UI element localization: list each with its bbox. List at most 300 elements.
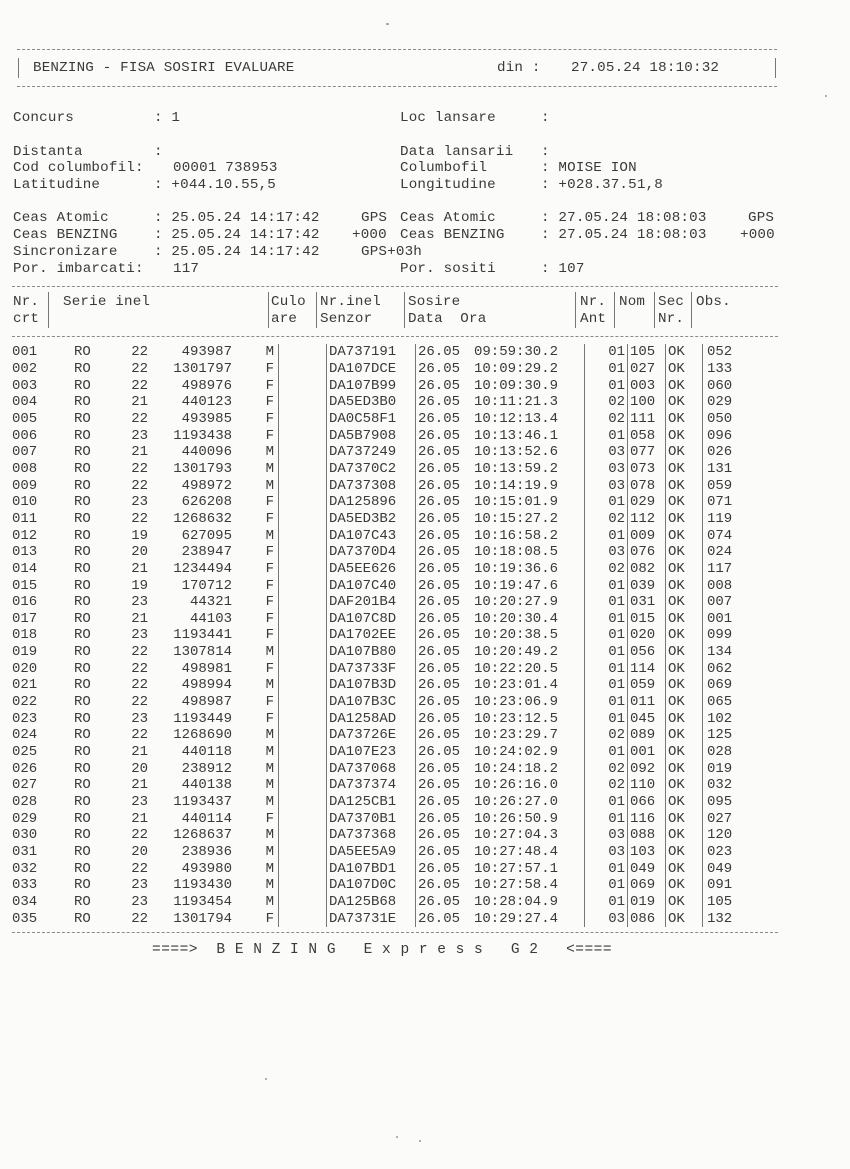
ring-number-cell: 1301793	[173, 460, 232, 477]
country-code-cell: RO	[74, 544, 91, 561]
arrival-time-cell: 10:26:16.0	[474, 777, 559, 794]
left-atomic-label: Ceas Atomic	[13, 210, 109, 226]
left-benzing-value: : 25.05.24 14:17:42	[154, 227, 320, 243]
observation-cell: 074	[703, 527, 768, 544]
sync-label: Sincronizare	[13, 244, 118, 260]
sensor-ring-cell: DA107E23	[327, 744, 416, 761]
observation-cell: 071	[703, 494, 768, 511]
sec-status-cell: OK	[666, 594, 703, 611]
row-number-cell: 009	[12, 477, 38, 494]
arrival-date-cell: 26.05	[416, 577, 475, 594]
arrival-time-cell: 10:27:58.4	[474, 877, 559, 894]
sex-cell: F	[265, 544, 274, 561]
arrival-date-cell: 26.05	[416, 611, 475, 628]
arrival-date-cell: 26.05	[416, 710, 475, 727]
color-cell	[279, 377, 327, 394]
arrival-time-cell: 10:20:27.9	[474, 594, 559, 611]
color-cell	[279, 394, 327, 411]
sec-status-cell: OK	[666, 677, 703, 694]
sensor-ring-cell: DA125896	[327, 494, 416, 511]
ring-number-cell: 238912	[181, 760, 232, 777]
nom-cell: 058	[628, 427, 666, 444]
loc-lansare-value: :	[541, 110, 550, 126]
header-divider-5	[575, 292, 576, 328]
country-code-cell: RO	[74, 660, 91, 677]
arrival-date-cell: 26.05	[416, 627, 475, 644]
country-code-cell: RO	[74, 410, 91, 427]
table-row	[12, 677, 767, 694]
ring-year-cell: 21	[131, 810, 148, 827]
ring-year-cell: 22	[131, 660, 148, 677]
country-code-cell: RO	[74, 344, 91, 361]
antenna-cell: 01	[585, 794, 628, 811]
sex-cell: F	[265, 410, 274, 427]
table-row	[12, 594, 767, 611]
sensor-ring-cell: DA107C8D	[327, 611, 416, 628]
col-culoare-header-1: Culo	[271, 294, 306, 310]
ring-year-cell: 22	[131, 827, 148, 844]
antenna-cell: 01	[585, 594, 628, 611]
observation-cell: 001	[703, 611, 768, 628]
country-code-cell: RO	[74, 727, 91, 744]
ring-number-cell: 1193437	[173, 794, 232, 811]
ring-year-cell: 23	[131, 627, 148, 644]
color-cell	[279, 594, 327, 611]
row-number-cell: 020	[12, 660, 38, 677]
footer-banner: ====> B E N Z I N G E x p r e s s G 2 <====	[152, 942, 613, 958]
ring-year-cell: 23	[131, 494, 148, 511]
ring-year-cell: 21	[131, 394, 148, 411]
table-row	[12, 427, 767, 444]
sec-status-cell: OK	[666, 660, 703, 677]
arrival-time-cell: 10:23:06.9	[474, 694, 559, 711]
arrival-date-cell: 26.05	[416, 511, 475, 528]
table-row	[12, 660, 767, 677]
ring-number-cell: 498994	[181, 677, 232, 694]
arrival-date-cell: 26.05	[416, 411, 475, 428]
latitudine-label: Latitudine	[13, 177, 101, 193]
observation-cell: 062	[703, 660, 768, 677]
right-atomic-suffix: GPS	[748, 210, 775, 226]
row-number-cell: 023	[12, 710, 38, 727]
country-code-cell: RO	[74, 644, 91, 661]
sex-cell: F	[265, 660, 274, 677]
arrival-time-cell: 10:20:49.2	[474, 644, 559, 661]
ring-year-cell: 22	[131, 860, 148, 877]
table-row	[12, 511, 767, 528]
sensor-ring-cell: DA5B7908	[327, 427, 416, 444]
color-cell	[279, 710, 327, 727]
color-cell	[279, 444, 327, 461]
sex-cell: F	[265, 910, 274, 927]
arrival-date-cell: 26.05	[416, 810, 475, 827]
sync-suffix: GPS+03h	[361, 244, 422, 260]
table-row	[12, 810, 767, 827]
arrival-date-cell: 26.05	[416, 377, 475, 394]
table-row	[12, 577, 767, 594]
country-code-cell: RO	[74, 877, 91, 894]
scan-speck	[386, 23, 389, 25]
sex-cell: M	[265, 760, 274, 777]
nom-cell: 092	[628, 760, 666, 777]
right-benzing-value: : 27.05.24 18:08:03	[541, 227, 707, 243]
sec-status-cell: OK	[666, 511, 703, 528]
col-sosire-header-2: Data Ora	[408, 311, 487, 327]
ring-number-cell: 627095	[181, 527, 232, 544]
sex-cell: M	[265, 727, 274, 744]
row-number-cell: 026	[12, 760, 38, 777]
nom-cell: 031	[628, 594, 666, 611]
left-atomic-suffix: GPS	[361, 210, 388, 226]
sec-status-cell: OK	[666, 577, 703, 594]
table-header-rule	[12, 336, 778, 337]
arrival-date-cell: 26.05	[416, 827, 475, 844]
distanta-value: :	[154, 144, 163, 160]
ring-year-cell: 21	[131, 444, 148, 461]
antenna-cell: 01	[585, 860, 628, 877]
ring-year-cell: 22	[131, 694, 148, 711]
ring-year-cell: 20	[131, 760, 148, 777]
sensor-ring-cell: DA737249	[327, 444, 416, 461]
observation-cell: 024	[703, 544, 768, 561]
sensor-ring-cell: DA737308	[327, 477, 416, 494]
antenna-cell: 01	[585, 361, 628, 378]
sec-status-cell: OK	[666, 744, 703, 761]
sensor-ring-cell: DAF201B4	[327, 594, 416, 611]
col-nr-header-1: Nr.	[13, 294, 40, 310]
arrival-time-cell: 09:59:30.2	[474, 344, 559, 361]
country-code-cell: RO	[74, 710, 91, 727]
sensor-ring-cell: DA107BD1	[327, 860, 416, 877]
right-atomic-value: : 27.05.24 18:08:03	[541, 210, 707, 226]
country-code-cell: RO	[74, 360, 91, 377]
antenna-cell: 03	[585, 477, 628, 494]
sec-status-cell: OK	[666, 910, 703, 927]
data-lansarii-label: Data lansarii	[400, 144, 514, 160]
arrival-date-cell: 26.05	[416, 910, 475, 927]
arrival-time-cell: 10:27:48.4	[474, 844, 559, 861]
sex-cell: F	[265, 627, 274, 644]
arrival-date-cell: 26.05	[416, 394, 475, 411]
header-divider-2	[268, 292, 269, 328]
sex-cell: F	[265, 594, 274, 611]
table-top-rule	[12, 286, 778, 287]
observation-cell: 050	[703, 411, 768, 428]
concurs-label: Concurs	[13, 110, 74, 126]
antenna-cell: 01	[585, 810, 628, 827]
arrival-time-cell: 10:15:27.2	[474, 510, 559, 527]
observation-cell: 029	[703, 394, 768, 411]
sex-cell: M	[265, 644, 274, 661]
observation-cell: 131	[703, 461, 768, 478]
table-row	[12, 860, 767, 877]
country-code-cell: RO	[74, 610, 91, 627]
observation-cell: 049	[703, 860, 768, 877]
row-number-cell: 031	[12, 844, 38, 861]
sensor-ring-cell: DA5ED3B0	[327, 394, 416, 411]
sec-status-cell: OK	[666, 477, 703, 494]
sec-status-cell: OK	[666, 727, 703, 744]
ring-year-cell: 22	[131, 344, 148, 361]
col-ant-header-1: Nr.	[580, 294, 607, 310]
arrival-time-cell: 10:09:30.9	[474, 377, 559, 394]
row-number-cell: 017	[12, 610, 38, 627]
nom-cell: 076	[628, 544, 666, 561]
sensor-ring-cell: DA737191	[327, 344, 416, 361]
arrival-time-cell: 10:22:20.5	[474, 660, 559, 677]
table-row	[12, 394, 767, 411]
arrival-time-cell: 10:13:46.1	[474, 427, 559, 444]
color-cell	[279, 694, 327, 711]
left-atomic-value: : 25.05.24 14:17:42	[154, 210, 320, 226]
ring-year-cell: 22	[131, 460, 148, 477]
ring-year-cell: 22	[131, 360, 148, 377]
table-row	[12, 760, 767, 777]
nom-cell: 114	[628, 660, 666, 677]
antenna-cell: 01	[585, 677, 628, 694]
table-row	[12, 611, 767, 628]
observation-cell: 069	[703, 677, 768, 694]
color-cell	[279, 577, 327, 594]
arrival-date-cell: 26.05	[416, 877, 475, 894]
country-code-cell: RO	[74, 777, 91, 794]
color-cell	[279, 744, 327, 761]
arrival-date-cell: 26.05	[416, 594, 475, 611]
ring-number-cell: 493980	[181, 860, 232, 877]
observation-cell: 028	[703, 744, 768, 761]
ring-number-cell: 238947	[181, 544, 232, 561]
antenna-cell: 01	[585, 894, 628, 911]
arrival-date-cell: 26.05	[416, 344, 475, 361]
ring-year-cell: 21	[131, 777, 148, 794]
row-number-cell: 004	[12, 394, 38, 411]
sec-status-cell: OK	[666, 627, 703, 644]
arrival-time-cell: 10:28:04.9	[474, 893, 559, 910]
observation-cell: 007	[703, 594, 768, 611]
latitudine-value: : +044.10.55,5	[154, 177, 276, 193]
observation-cell: 095	[703, 794, 768, 811]
color-cell	[279, 760, 327, 777]
sensor-ring-cell: DA73733F	[327, 660, 416, 677]
header-divider-1	[48, 292, 49, 328]
nom-cell: 020	[628, 627, 666, 644]
sec-status-cell: OK	[666, 344, 703, 361]
nom-cell: 105	[628, 344, 666, 361]
arrival-date-cell: 26.05	[416, 361, 475, 378]
nom-cell: 088	[628, 827, 666, 844]
header-divider-4	[404, 292, 405, 328]
row-number-cell: 007	[12, 444, 38, 461]
longitudine-label: Longitudine	[400, 177, 496, 193]
nom-cell: 116	[628, 810, 666, 827]
row-number-cell: 008	[12, 460, 38, 477]
arrival-time-cell: 10:20:38.5	[474, 627, 559, 644]
country-code-cell: RO	[74, 477, 91, 494]
sensor-ring-cell: DA5EE626	[327, 561, 416, 578]
columbofil-label: Columbofil	[400, 160, 488, 176]
ring-year-cell: 22	[131, 727, 148, 744]
sex-cell: M	[265, 444, 274, 461]
ring-number-cell: 498972	[181, 477, 232, 494]
sensor-ring-cell: DA107B99	[327, 377, 416, 394]
nom-cell: 059	[628, 677, 666, 694]
arrival-time-cell: 10:13:52.6	[474, 444, 559, 461]
antenna-cell: 01	[585, 694, 628, 711]
sensor-ring-cell: DA7370B1	[327, 810, 416, 827]
row-number-cell: 029	[12, 810, 38, 827]
antenna-cell: 03	[585, 444, 628, 461]
sensor-ring-cell: DA737068	[327, 760, 416, 777]
row-number-cell: 012	[12, 527, 38, 544]
sex-cell: M	[265, 344, 274, 361]
country-code-cell: RO	[74, 377, 91, 394]
ring-number-cell: 1193438	[173, 427, 232, 444]
country-code-cell: RO	[74, 893, 91, 910]
columbofil-value: : MOISE ION	[541, 160, 637, 176]
color-cell	[279, 611, 327, 628]
row-number-cell: 010	[12, 494, 38, 511]
ring-number-cell: 440123	[181, 394, 232, 411]
sex-cell: F	[265, 377, 274, 394]
country-code-cell: RO	[74, 394, 91, 411]
color-cell	[279, 461, 327, 478]
arrival-time-cell: 10:09:29.2	[474, 360, 559, 377]
left-benzing-label: Ceas BENZING	[13, 227, 118, 243]
observation-cell: 120	[703, 827, 768, 844]
observation-cell: 023	[703, 844, 768, 861]
din-label: din :	[497, 60, 541, 76]
sensor-ring-cell: DA7370C2	[327, 461, 416, 478]
sec-status-cell: OK	[666, 527, 703, 544]
color-cell	[279, 477, 327, 494]
table-row	[12, 377, 767, 394]
arrival-time-cell: 10:11:21.3	[474, 394, 559, 411]
row-number-cell: 032	[12, 860, 38, 877]
table-row	[12, 477, 767, 494]
color-cell	[279, 561, 327, 578]
color-cell	[279, 644, 327, 661]
ring-year-cell: 21	[131, 744, 148, 761]
ring-number-cell: 1301797	[173, 360, 232, 377]
arrival-date-cell: 26.05	[416, 561, 475, 578]
ring-number-cell: 1307814	[173, 644, 232, 661]
color-cell	[279, 777, 327, 794]
sensor-ring-cell: DA125B68	[327, 894, 416, 911]
country-code-cell: RO	[74, 760, 91, 777]
sensor-ring-cell: DA73731E	[327, 910, 416, 927]
country-code-cell: RO	[74, 694, 91, 711]
table-row	[12, 527, 767, 544]
sensor-ring-cell: DA1258AD	[327, 710, 416, 727]
arrival-time-cell: 10:26:27.0	[474, 794, 559, 811]
arrival-time-cell: 10:20:30.4	[474, 610, 559, 627]
row-number-cell: 002	[12, 360, 38, 377]
table-bottom-rule	[12, 932, 778, 933]
ring-year-cell: 20	[131, 844, 148, 861]
imbarcati-value: 117	[173, 261, 200, 277]
sensor-ring-cell: DA5EE5A9	[327, 844, 416, 861]
observation-cell: 026	[703, 444, 768, 461]
color-cell	[279, 810, 327, 827]
table-row	[12, 777, 767, 794]
col-senzor-header-1: Nr.inel	[320, 294, 381, 310]
arrival-time-cell: 10:13:59.2	[474, 460, 559, 477]
color-cell	[279, 860, 327, 877]
scan-speck	[396, 1136, 398, 1138]
color-cell	[279, 427, 327, 444]
right-atomic-label: Ceas Atomic	[400, 210, 496, 226]
nom-cell: 077	[628, 444, 666, 461]
antenna-cell: 01	[585, 611, 628, 628]
sec-status-cell: OK	[666, 710, 703, 727]
color-cell	[279, 910, 327, 927]
color-cell	[279, 361, 327, 378]
arrival-time-cell: 10:12:13.4	[474, 410, 559, 427]
ring-year-cell: 23	[131, 710, 148, 727]
nom-cell: 086	[628, 910, 666, 927]
antenna-cell: 01	[585, 577, 628, 594]
nom-cell: 069	[628, 877, 666, 894]
sex-cell: M	[265, 744, 274, 761]
col-nr-header-2: crt	[13, 311, 40, 327]
imbarcati-label: Por. imbarcati:	[13, 261, 144, 277]
sex-cell: M	[265, 460, 274, 477]
arrival-time-cell: 10:23:12.5	[474, 710, 559, 727]
sec-status-cell: OK	[666, 461, 703, 478]
antenna-cell: 02	[585, 411, 628, 428]
sec-status-cell: OK	[666, 361, 703, 378]
sex-cell: F	[265, 510, 274, 527]
ring-year-cell: 23	[131, 893, 148, 910]
header-divider-7	[654, 292, 655, 328]
right-benzing-label: Ceas BENZING	[400, 227, 505, 243]
ring-number-cell: 493987	[181, 344, 232, 361]
ring-number-cell: 238936	[181, 844, 232, 861]
antenna-cell: 02	[585, 727, 628, 744]
nom-cell: 009	[628, 527, 666, 544]
ring-number-cell: 44321	[189, 594, 232, 611]
ring-year-cell: 21	[131, 610, 148, 627]
sensor-ring-cell: DA737374	[327, 777, 416, 794]
country-code-cell: RO	[74, 910, 91, 927]
sex-cell: M	[265, 827, 274, 844]
arrival-date-cell: 26.05	[416, 760, 475, 777]
antenna-cell: 02	[585, 760, 628, 777]
ring-number-cell: 1193454	[173, 893, 232, 910]
antenna-cell: 01	[585, 744, 628, 761]
antenna-cell: 03	[585, 844, 628, 861]
ring-number-cell: 1234494	[173, 560, 232, 577]
ring-year-cell: 22	[131, 910, 148, 927]
nom-cell: 110	[628, 777, 666, 794]
col-culoare-header-2: are	[271, 311, 298, 327]
sec-status-cell: OK	[666, 844, 703, 861]
arrival-time-cell: 10:27:57.1	[474, 860, 559, 877]
nom-cell: 066	[628, 794, 666, 811]
country-code-cell: RO	[74, 594, 91, 611]
sec-status-cell: OK	[666, 611, 703, 628]
cod-columbofil-value: 00001 738953	[173, 160, 278, 176]
arrivals-table-body	[12, 344, 767, 927]
row-number-cell: 015	[12, 577, 38, 594]
arrival-date-cell: 26.05	[416, 727, 475, 744]
nom-cell: 015	[628, 611, 666, 628]
nom-cell: 111	[628, 411, 666, 428]
row-number-cell: 035	[12, 910, 38, 927]
ring-year-cell: 20	[131, 544, 148, 561]
ring-year-cell: 22	[131, 510, 148, 527]
sec-status-cell: OK	[666, 810, 703, 827]
